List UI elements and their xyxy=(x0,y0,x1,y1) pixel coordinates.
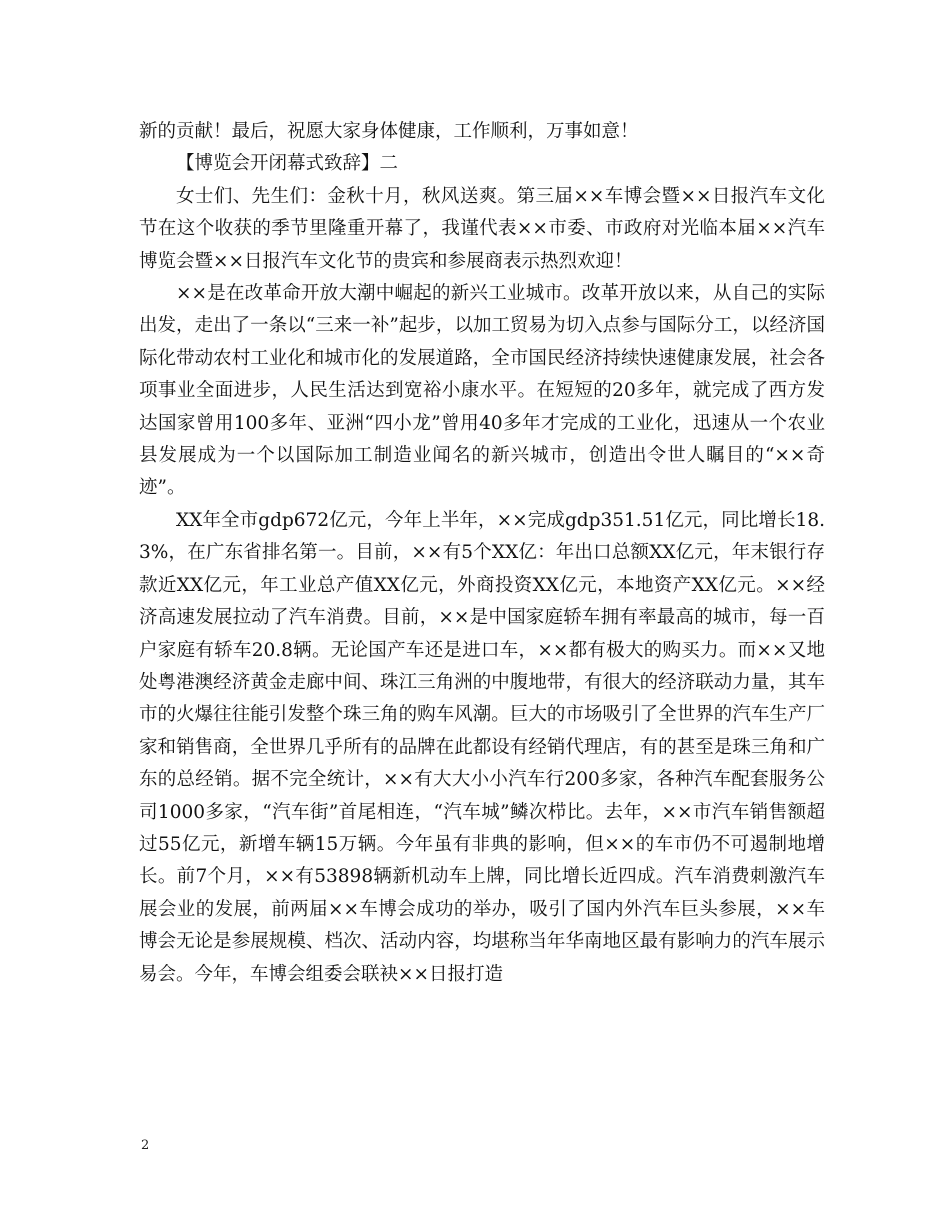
page-number: 2 xyxy=(141,1138,150,1153)
paragraph-continuation: 新的贡献！最后，祝愿大家身体健康，工作顺利，万事如意！ xyxy=(139,121,639,142)
document-body xyxy=(139,116,825,991)
paragraph-economy: XX年全市gdp672亿元，今年上半年，××完成gdp351.51亿元，同比增长18.3%，在广东省排名第一。目前，××有5个XX亿：年出口总额XX亿元，年末银行存款近XX亿元，年工业总产值XX亿元，外商投资XX亿元，本地资产XX亿元。××经济高速发展拉动了汽车消费。目前，××是中国家庭轿车拥有率最高的城市，每一百户家庭有轿车20.8辆。无论国产车还是进口车，××都有极大的购买力。而××又地处粤港澳经济黄金走廊中间、珠江三角洲的中腹地带，有很大的经济联动力量，其车市的火爆往往能引发整个珠三角的购车风潮。巨大的市场吸引了全世界的汽车生产厂家和销售商，全世界几乎所有的品牌在此都设有经销代理店，有的甚至是珠三角和广东的总经销。据不完全统计，××有大大小小汽车行200多家，各种汽车配套服务公司1000多家，“汽车街”首尾相连，“汽车城”鳞次栉比。去年，××市汽车销售额超过55亿元，新增车辆15万辆。今年虽有非典的影响，但××的车市仍不可遏制地增长。前7个月，××有53898辆新机动车上牌，同比增长近四成。汽车消费刺激汽车展会业的发展，前两届××车博会成功的举办，吸引了国内外汽车巨头参展，××车博会无论是参展规模、档次、活动内容，均堪称当年华南地区最有影响力的汽车展示易会。今年，车博会组委会联袂××日报打造 xyxy=(139,509,825,985)
paragraph-city-intro: ××是在改革命开放大潮中崛起的新兴工业城市。改革开放以来，从自己的实际出发，走出了一条以“三来一补”起步，以加工贸易为切入点参与国际分工，以经济国际化带动农村工业化和城市化的发展道路，全市国民经济持续快速健康发展，社会各项事业全面进步，人民生活达到宽裕小康水平。在短短的20多年，就完成了西方发达国家曾用100多年、亚洲“四小龙”曾用40多年才完成的工业化，迅速从一个农业县发展成为一个以国际加工制造业闻名的新兴城市，创造出令世人瞩目的“××奇迹”。 xyxy=(139,283,825,499)
paragraph-greeting: 女士们、先生们：金秋十月，秋风送爽。第三届××车博会暨××日报汽车文化节在这个收获的季节里隆重开幕了，我谨代表××市委、市政府对光临本届××汽车博览会暨××日报汽车文化节的贵宾和参展商表示热烈欢迎！ xyxy=(139,185,825,272)
section-heading: 【博览会开闭幕式致辞】二 xyxy=(176,153,399,175)
